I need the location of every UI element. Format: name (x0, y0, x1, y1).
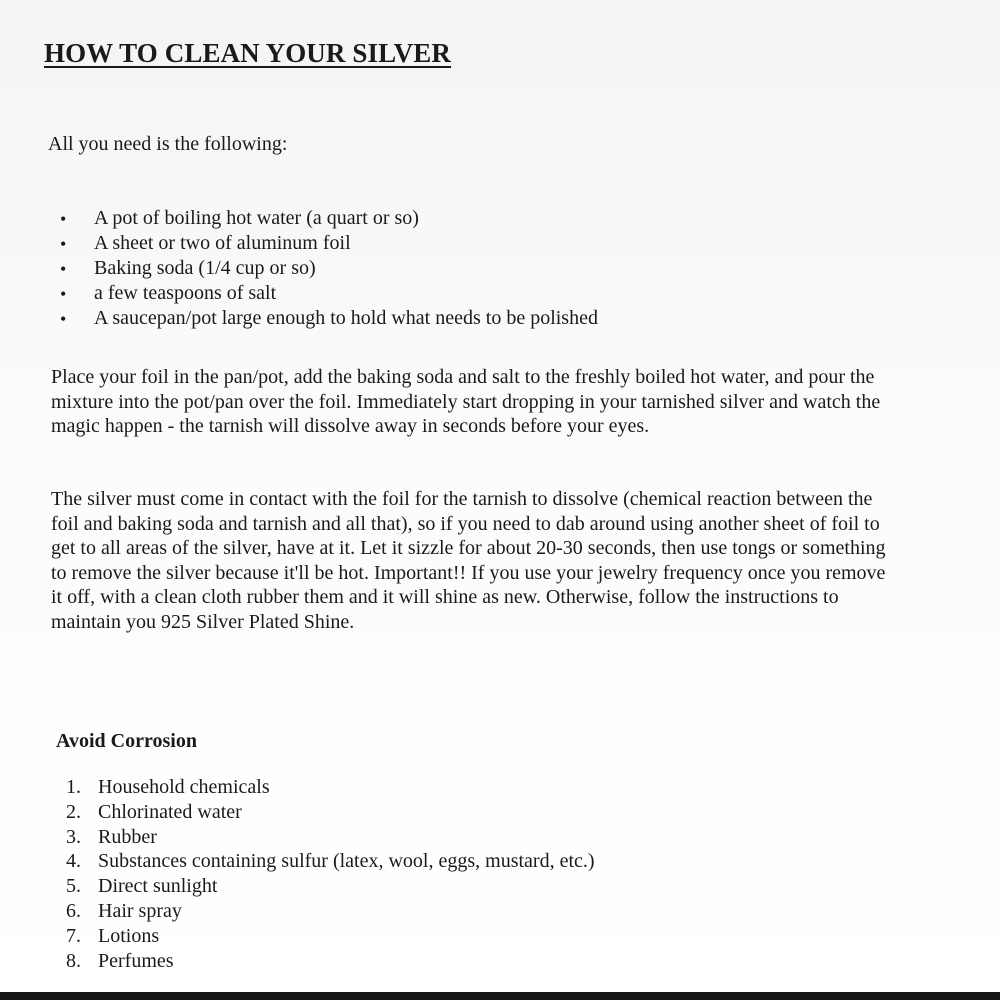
list-number: 7. (66, 924, 81, 947)
list-item-text: Household chemicals (98, 776, 270, 798)
list-item: • a few teaspoons of salt (58, 281, 598, 306)
list-item-text: Lotions (98, 924, 160, 947)
list-number: 3. (66, 825, 81, 848)
bottom-edge-bar (0, 992, 1000, 1000)
list-item-text: Chlorinated water (98, 800, 242, 823)
list-item (66, 874, 595, 899)
list-item-text: Perfumes (98, 949, 174, 972)
list-item: • A saucepan/pot large enough to hold what needs to be polished (58, 306, 598, 331)
list-item (66, 775, 595, 800)
list-number: 5. (66, 875, 81, 898)
intro-text: All you need is the following: (48, 133, 288, 155)
list-number: 1. (66, 776, 81, 798)
page-title: HOW TO CLEAN YOUR SILVER (44, 38, 452, 68)
list-item (66, 899, 595, 924)
list-number: 2. (66, 800, 81, 823)
list-item (66, 825, 595, 850)
list-item (66, 949, 595, 974)
list-item (66, 924, 595, 949)
list-number: 4. (66, 850, 81, 873)
list-item (66, 849, 595, 874)
list-item: • A sheet or two of aluminum foil (58, 231, 598, 256)
list-item-text: Hair spray (98, 899, 182, 922)
list-item-text: Rubber (98, 825, 157, 848)
list-item: • A pot of boiling hot water (a quart or so) (58, 206, 598, 231)
list-item (66, 800, 595, 825)
list-item-text: Direct sunlight (98, 875, 218, 898)
list-item-text: Substances containing sulfur (latex, wool, eggs, mustard, etc.) (98, 850, 595, 873)
supplies-list (58, 206, 598, 331)
avoid-corrosion-list (66, 775, 595, 973)
instructions-paragraph: Place your foil in the pan/pot, add the baking soda and salt to the freshly boiled hot water, and pour the mixture into the pot/pan over the foil. Immediately start dropping in your tarnished silver and watch the magic happen - the tarnish will dissolve away in seconds before your eyes. (51, 366, 881, 438)
avoid-corrosion-heading: Avoid Corrosion (56, 730, 197, 752)
list-number: 6. (66, 899, 81, 922)
list-item: • Baking soda (1/4 cup or so) (58, 256, 598, 281)
instructions-paragraph: The silver must come in contact with the foil for the tarnish to dissolve (chemical reaction between the foil and baking soda and tarnish and all that), so if you need to dab around using another sheet of foil to get to all areas of the silver, have at it. Let it sizzle for about 20-30 seconds, then use tongs or something to remove the silver because it'll be hot. Important!! If you use your jewelry frequency once you remove it off, with a clean cloth rubber them and it will shine as new. Otherwise, follow the instructions to maintain you 925 Silver Plated Shine. (51, 488, 886, 633)
list-number: 8. (66, 949, 81, 972)
